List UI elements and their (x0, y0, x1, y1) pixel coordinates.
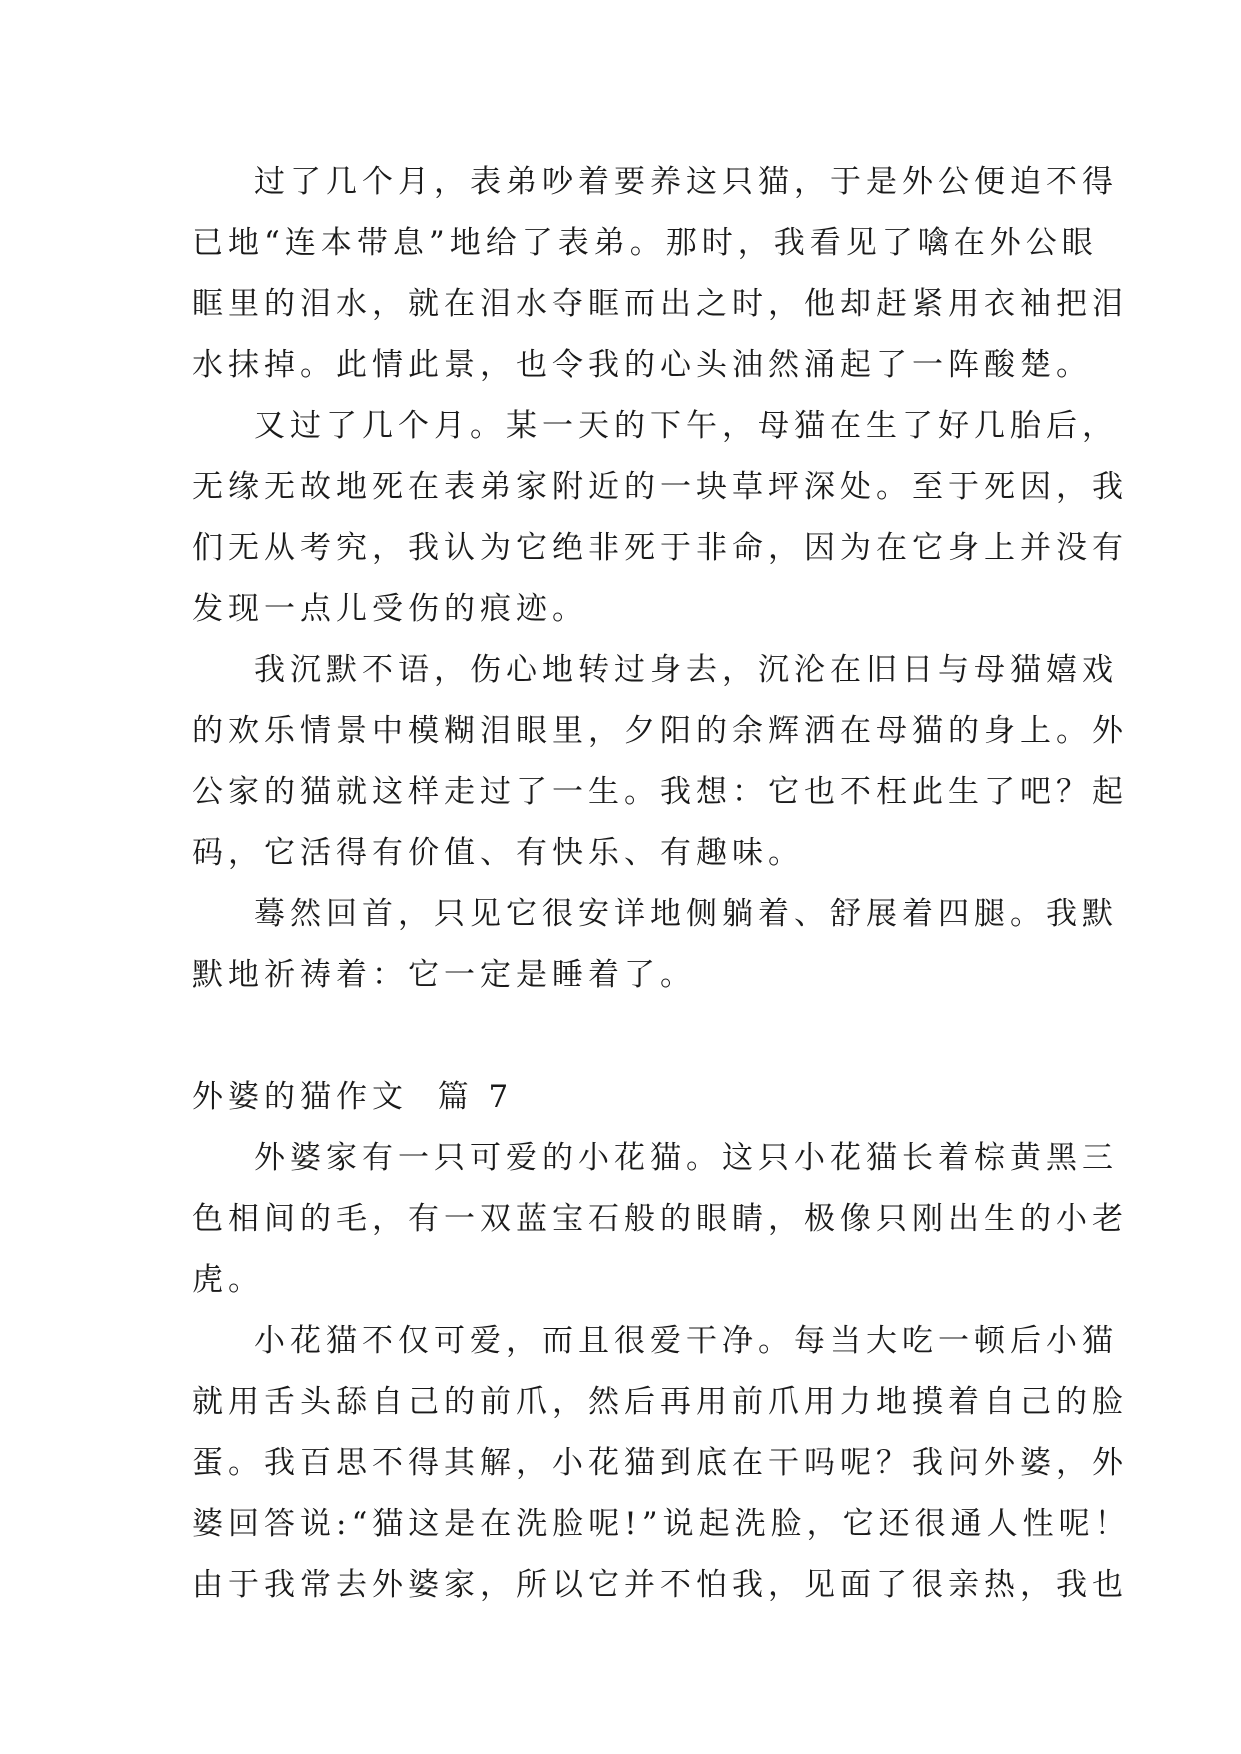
text-line: 公家的猫就这样走过了一生。我想：它也不枉此生了吧？起 (192, 774, 1128, 810)
paragraph (192, 640, 1128, 884)
text-line: 们无从考究，我认为它绝非死于非命，因为在它身上并没有 (192, 530, 1128, 566)
paragraph (192, 1311, 1131, 1616)
text-line: 无缘无故地死在表弟家附近的一块草坪深处。至于死因，我 (192, 469, 1128, 505)
text-line: 蛋。我百思不得其解，小花猫到底在干吗呢？我问外婆，外 (192, 1445, 1128, 1481)
text-line: 又过了几个月。某一天的下午，母猫在生了好几胎后， (254, 408, 1118, 444)
paragraph (192, 152, 1128, 396)
text-line: 婆回答说:“猫这是在洗脸呢!”说起洗脸，它还很通人性呢！ (192, 1506, 1131, 1542)
paragraph (192, 396, 1128, 640)
text-line: 眶里的泪水，就在泪水夺眶而出之时，他却赶紧用衣袖把泪 (192, 286, 1128, 322)
text-line: 过了几个月，表弟吵着要养这只猫，于是外公便迫不得 (254, 164, 1118, 200)
text-line: 就用舌头舔自己的前爪，然后再用前爪用力地摸着自己的脸 (192, 1384, 1128, 1420)
paragraph (192, 884, 1118, 1006)
text-line: 发现一点儿受伤的痕迹。 (192, 591, 588, 627)
paragraph (192, 1128, 1128, 1311)
text-line: 码，它活得有价值、有快乐、有趣味。 (192, 835, 804, 871)
text-line: 由于我常去外婆家，所以它并不怕我，见面了很亲热，我也 (192, 1567, 1128, 1603)
document-body (192, 152, 1131, 1616)
text-line: 的欢乐情景中模糊泪眼里，夕阳的余辉洒在母猫的身上。外 (192, 713, 1128, 749)
text-line: 虎。 (192, 1262, 264, 1298)
text-line: 水抹掉。此情此景，也令我的心头油然涌起了一阵酸楚。 (192, 347, 1092, 383)
text-line: 已地“连本带息”地给了表弟。那时，我看见了噙在外公眼 (192, 225, 1098, 261)
text-line: 我沉默不语，伤心地转过身去，沉沦在旧日与母猫嬉戏 (254, 652, 1118, 688)
text-line: 小花猫不仅可爱，而且很爱干净。每当大吃一顿后小猫 (254, 1323, 1118, 1359)
section-heading: 外婆的猫作文 篇 7 (192, 1079, 514, 1115)
text-line: 蓦然回首，只见它很安详地侧躺着、舒展着四腿。我默 (254, 896, 1118, 932)
text-line: 默地祈祷着：它一定是睡着了。 (192, 957, 696, 993)
text-line: 外婆家有一只可爱的小花猫。这只小花猫长着棕黄黑三 (254, 1140, 1118, 1176)
text-line: 色相间的毛，有一双蓝宝石般的眼睛，极像只刚出生的小老 (192, 1201, 1128, 1237)
